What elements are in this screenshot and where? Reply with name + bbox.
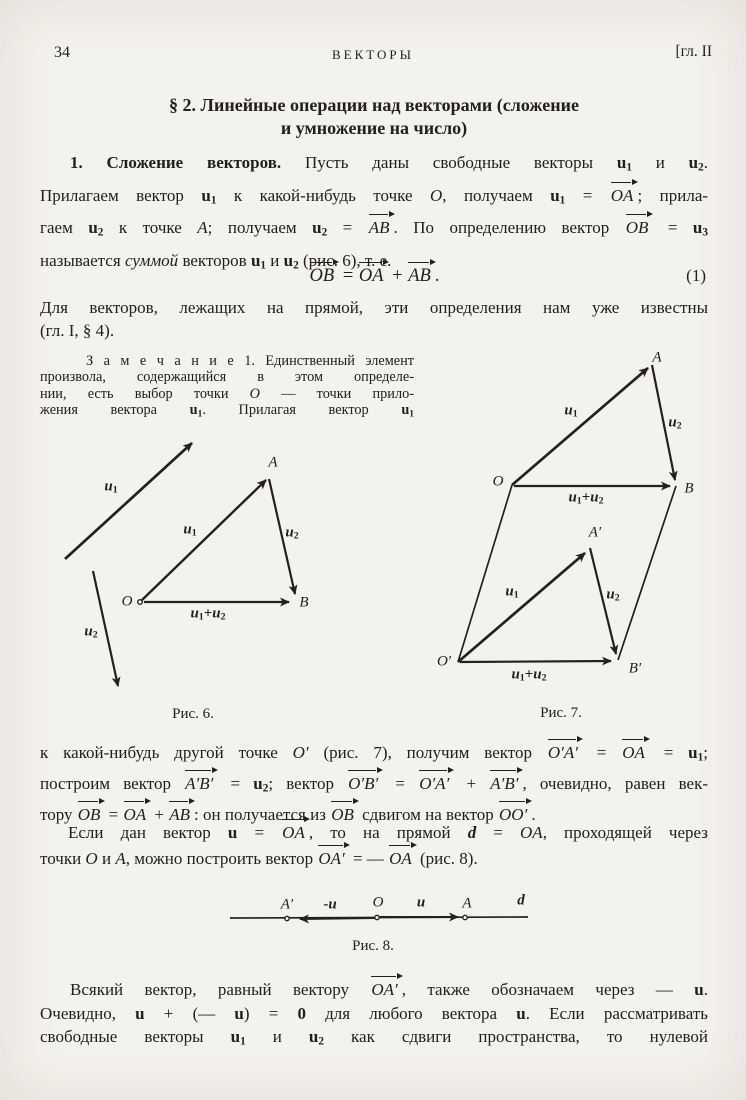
vector-OA-arrow <box>512 368 648 485</box>
text-run: , то на прямой <box>308 823 468 842</box>
fig6-label-O <box>122 594 133 611</box>
text-run: 2 <box>321 227 328 240</box>
text-run: A <box>115 849 126 868</box>
text-run: B <box>299 594 309 611</box>
text-run: к точке <box>103 218 198 238</box>
text-run: OB <box>330 805 358 824</box>
text-run: u <box>590 489 599 506</box>
text-run: d <box>467 823 477 842</box>
text-run: O <box>85 849 98 868</box>
paragraph-closing <box>40 978 708 1054</box>
fig7-label-sum-bottom <box>511 666 546 683</box>
text-run: 1 <box>519 672 525 684</box>
chapter-reference: [гл. II <box>675 43 712 60</box>
figure-6-caption: Рис. 6. <box>172 706 214 722</box>
text-run: 1 <box>409 409 414 420</box>
text-run: B′ <box>628 660 642 677</box>
text-line <box>40 386 414 402</box>
text-run: u <box>190 605 199 622</box>
text-run: и <box>266 251 284 271</box>
text-run: 3 <box>702 227 708 240</box>
text-run: (рис. 7), получим вектор <box>308 743 547 762</box>
text-run: ; <box>703 743 708 762</box>
text-run: , можно построить вектор <box>125 849 318 868</box>
text-run: точки <box>40 849 86 868</box>
text-run: u <box>84 623 93 640</box>
text-run: 2 <box>318 1035 324 1048</box>
text-run: , очевидно, равен век- <box>522 774 709 794</box>
text-run: OA <box>358 266 388 286</box>
fig7-label-u1-bottom <box>505 583 518 600</box>
page-number: 34 <box>54 44 70 61</box>
text-run: OA <box>123 805 151 824</box>
text-run: . Если рассматривать <box>525 1003 709 1023</box>
text-run: u <box>505 583 514 600</box>
text-run: u <box>692 218 703 238</box>
text-run: суммой <box>124 251 179 271</box>
text-run: = <box>581 743 622 762</box>
text-run: . <box>703 153 708 172</box>
text-run: u <box>668 414 677 431</box>
text-run: 1 <box>260 259 267 272</box>
vector-OpBp-arrow <box>460 661 611 662</box>
text-run: u <box>606 586 615 603</box>
text-run: = <box>237 823 282 842</box>
text-run: 1 <box>559 194 566 207</box>
text-run: . По определению вектор <box>393 218 625 238</box>
text-run: = <box>382 774 419 794</box>
text-run: Для векторов, лежащих на прямой, эти определения нам уже известны <box>40 298 708 317</box>
point-A-marker <box>463 915 467 919</box>
fig7-label-A <box>652 350 661 367</box>
text-run: 2 <box>220 611 226 623</box>
text-run: OA′ <box>317 849 348 868</box>
paragraph-opposite-vector <box>40 820 708 872</box>
text-run: u <box>308 1027 319 1047</box>
text-run: 2 <box>262 782 269 795</box>
vector-OA-arrow <box>142 480 266 600</box>
text-run: u <box>694 980 704 999</box>
text-run: O <box>429 185 443 205</box>
text-run: 2 <box>92 629 98 641</box>
text-run: произвола, содержащийся в этом определе- <box>40 369 414 386</box>
text-run: = <box>565 185 610 205</box>
text-run: + (— <box>144 1003 235 1023</box>
segment-O-Oprime <box>458 485 512 662</box>
text-run: AB <box>407 266 435 286</box>
text-run: u <box>516 1003 526 1023</box>
fig8-label-d <box>517 893 525 910</box>
paragraph-remark-1 <box>40 353 414 423</box>
text-run: B <box>684 480 694 497</box>
text-run: A′B′ <box>489 774 522 793</box>
text-run: к какой-нибудь другой точке <box>40 743 293 762</box>
text-run: u <box>312 218 322 238</box>
text-run: = <box>217 774 254 794</box>
text-line <box>40 1002 708 1026</box>
fig8-label-minus-u <box>323 897 336 914</box>
text-run: , проходящей через <box>542 823 708 842</box>
text-run: называется <box>40 251 125 271</box>
text-run: + <box>150 805 169 825</box>
text-run: d <box>517 892 525 909</box>
text-line <box>40 771 708 802</box>
text-run: OA <box>610 186 638 205</box>
fig7-label-O <box>493 474 504 491</box>
text-run: u <box>568 489 577 506</box>
text-run: OO′ <box>498 805 531 824</box>
text-run: u <box>135 1003 145 1023</box>
text-run: u <box>328 896 337 913</box>
text-line <box>40 369 414 385</box>
fig6-label-u1 <box>183 521 196 538</box>
text-run: O′A′ <box>547 743 582 762</box>
text-run: построим вектор <box>40 774 185 794</box>
figure-8-line-opposite-vectors <box>222 886 552 966</box>
text-run: u <box>189 402 198 419</box>
equation-number: (1) <box>686 266 706 285</box>
text-run: - <box>323 896 329 913</box>
text-run: 1. Сложение векторов. <box>70 153 282 172</box>
text-run: 1 <box>240 1035 246 1048</box>
text-run: = <box>104 805 123 825</box>
section-title-line1: § 2. Линейные операции над векторами (сложение <box>169 95 579 115</box>
text-run: векторов <box>178 251 251 271</box>
fig7-label-Bprime <box>629 661 641 678</box>
text-run: A′B′ <box>184 774 217 793</box>
text-run: 2 <box>598 495 604 507</box>
text-run: O′B′ <box>347 774 382 793</box>
text-run: u <box>511 666 520 683</box>
text-line <box>40 182 708 215</box>
fig6-label-u2 <box>285 524 298 541</box>
text-run: u <box>616 153 627 172</box>
text-run: + <box>387 266 408 286</box>
text-run: 1 <box>191 527 197 539</box>
fig7-label-B <box>684 481 693 498</box>
text-run: u <box>104 478 113 495</box>
text-run: гаем <box>40 218 89 238</box>
fig6-label-u2-free <box>84 623 97 640</box>
text-run: u <box>283 251 294 271</box>
text-run: ; получаем <box>207 218 313 238</box>
text-run: 1 <box>626 161 632 174</box>
text-run: O <box>249 385 260 402</box>
fig6-label-sum <box>190 605 225 622</box>
text-line <box>40 820 708 846</box>
text-run: u <box>688 153 699 172</box>
fig8-label-O <box>373 895 384 912</box>
fig7-label-sum-top <box>568 489 603 506</box>
fig8-label-u <box>417 895 425 912</box>
text-run: 0 <box>297 1003 306 1023</box>
text-run: сдвигом на вектор <box>357 805 499 825</box>
text-run: для любого вектора <box>305 1003 517 1023</box>
text-run: A <box>197 218 208 238</box>
text-run: u <box>201 185 211 205</box>
text-run: u <box>230 1027 241 1047</box>
text-run: 2 <box>97 227 104 240</box>
text-run: A <box>268 454 278 471</box>
text-run: нии, есть выбор точки <box>40 385 250 402</box>
text-run: жения вектора <box>40 402 190 419</box>
text-run: + <box>524 666 534 683</box>
text-run: u <box>88 218 98 238</box>
text-run: 2 <box>698 161 704 174</box>
running-title: ВЕКТОРЫ <box>331 47 414 62</box>
text-run: = — <box>348 849 389 868</box>
text-run: . <box>531 805 536 825</box>
text-run: 1 <box>576 495 582 507</box>
text-run: Пусть даны свободные векторы <box>281 153 617 172</box>
fig7-label-u2-top <box>668 414 681 431</box>
text-run: = <box>648 743 689 762</box>
text-run: — точки прило- <box>260 385 414 402</box>
text-run: OA <box>388 849 416 868</box>
text-line <box>40 402 414 423</box>
text-run: OB <box>77 805 105 824</box>
paragraph-after-figures <box>40 740 708 829</box>
text-line <box>40 846 708 872</box>
text-run: + <box>453 774 490 794</box>
text-run: u <box>212 605 221 622</box>
text-run: u <box>227 823 238 842</box>
text-run: 1 <box>112 484 118 496</box>
text-run: ; прила- <box>637 185 709 205</box>
text-run: = <box>327 218 368 238</box>
text-run: 1 <box>513 589 519 601</box>
text-run: OB <box>309 266 339 286</box>
text-run: . <box>703 980 708 999</box>
fig7-label-u1-top <box>564 402 577 419</box>
fig7-label-u2-bottom <box>606 586 619 603</box>
text-run: 1 <box>197 409 203 420</box>
fig6-label-A <box>268 455 277 472</box>
text-line <box>40 320 708 343</box>
text-run: u <box>550 185 560 205</box>
text-run: u <box>183 521 192 538</box>
text-run: u <box>688 743 698 762</box>
text-run: A′ <box>588 524 602 541</box>
point-Aprime-marker <box>285 916 289 920</box>
paragraph-known-definitions <box>40 297 708 342</box>
text-run: 1 <box>572 408 578 420</box>
text-run: 2 <box>293 259 299 272</box>
free-vector-u1-arrow <box>65 443 192 559</box>
equation-1 <box>40 258 708 287</box>
text-run: 1 <box>198 611 204 623</box>
figure-7-translated-triangles <box>432 346 717 730</box>
fig6-label-u1-free <box>104 478 117 495</box>
text-run: тору <box>40 805 77 825</box>
text-run: = <box>476 823 521 842</box>
text-run: = <box>338 266 358 286</box>
text-run: u <box>234 1003 244 1023</box>
text-run: : он получается из <box>194 805 331 825</box>
section-title-line2: и умножение на число) <box>280 118 468 138</box>
fig7-label-Oprime <box>437 654 451 671</box>
text-run: u <box>401 402 410 419</box>
figure-6-diagram <box>45 438 375 738</box>
text-run: 2 <box>676 420 682 432</box>
text-run: и <box>97 849 116 868</box>
text-run: OA <box>621 743 649 762</box>
text-run: O <box>372 894 384 911</box>
text-run: + <box>203 605 213 622</box>
figure-7-caption: Рис. 7. <box>540 705 582 721</box>
text-run: Если дан вектор <box>68 823 228 842</box>
text-run: ) = <box>243 1003 298 1023</box>
text-run: u <box>285 524 294 541</box>
text-line <box>40 353 414 369</box>
point-O-marker <box>138 600 143 605</box>
text-run: , также обозначаем через — <box>401 980 695 999</box>
text-line <box>40 149 708 182</box>
equation-body <box>309 266 440 286</box>
text-run: AB <box>168 805 194 824</box>
text-line <box>40 978 708 1002</box>
text-run: O′ <box>436 653 452 670</box>
text-run: O′ <box>292 743 309 762</box>
text-run: + <box>581 489 591 506</box>
text-line <box>40 297 708 320</box>
text-run: (рис. 8). <box>415 849 478 868</box>
text-run: 2 <box>541 672 547 684</box>
text-run: AB <box>368 218 394 237</box>
text-run: OA <box>281 823 309 842</box>
text-run: u <box>250 251 261 271</box>
text-line <box>40 214 708 247</box>
text-run: и <box>245 1027 309 1047</box>
text-run: . Прилагая вектор <box>202 402 402 419</box>
text-run: 2 <box>293 530 299 542</box>
text-run: ; вектор <box>268 774 348 794</box>
text-run: u <box>564 402 573 419</box>
text-run: , получаем <box>442 185 551 205</box>
text-run: 2 <box>614 592 620 604</box>
text-run: OA <box>520 823 543 842</box>
text-run: 1 <box>210 194 217 207</box>
text-run: OA′ <box>370 980 401 999</box>
figure-8-caption: Рис. 8. <box>352 938 394 954</box>
text-run: как сдвиги пространства, то нулевой <box>323 1027 708 1047</box>
fig8-label-Aprime <box>281 897 293 914</box>
text-run: O <box>492 473 504 490</box>
section-title <box>40 94 708 140</box>
text-run: и <box>631 153 689 172</box>
text-run: O <box>121 593 133 610</box>
text-run: = <box>652 218 693 238</box>
text-line <box>40 740 708 771</box>
text-run: A <box>462 895 472 912</box>
text-run: Очевидно, <box>40 1003 136 1023</box>
figure-6-vector-sum-triangle <box>45 438 375 738</box>
text-run: к какой-нибудь точке <box>216 185 430 205</box>
text-run: O′A′ <box>418 774 453 793</box>
text-run: OB <box>625 218 653 237</box>
text-run: (рис. 6), т. е. <box>298 251 392 271</box>
text-run: A′ <box>280 896 294 913</box>
text-run: (гл. I, § 4). <box>40 320 115 340</box>
text-run: u <box>253 774 263 794</box>
fig8-label-A <box>462 896 471 913</box>
text-run: 1 <box>697 751 704 764</box>
fig7-label-Aprime <box>589 525 601 542</box>
text-run: . <box>434 266 440 286</box>
text-line <box>40 1025 708 1054</box>
segment-B-Bprime <box>618 486 676 660</box>
vector-minus-u-arrow <box>300 918 375 919</box>
point-O-marker <box>375 915 379 919</box>
text-run: A <box>652 349 662 366</box>
text-run: свободные векторы <box>40 1027 231 1047</box>
fig6-label-B <box>299 595 308 612</box>
text-run: Прилагаем вектор <box>40 185 202 205</box>
text-run: u <box>416 894 426 911</box>
vector-OpAp-arrow <box>458 553 585 662</box>
text-run: u <box>533 666 542 683</box>
text-run: З а м е ч а н и е 1. Единственный элемент <box>86 353 414 369</box>
text-run: Всякий вектор, равный вектору <box>70 980 371 999</box>
